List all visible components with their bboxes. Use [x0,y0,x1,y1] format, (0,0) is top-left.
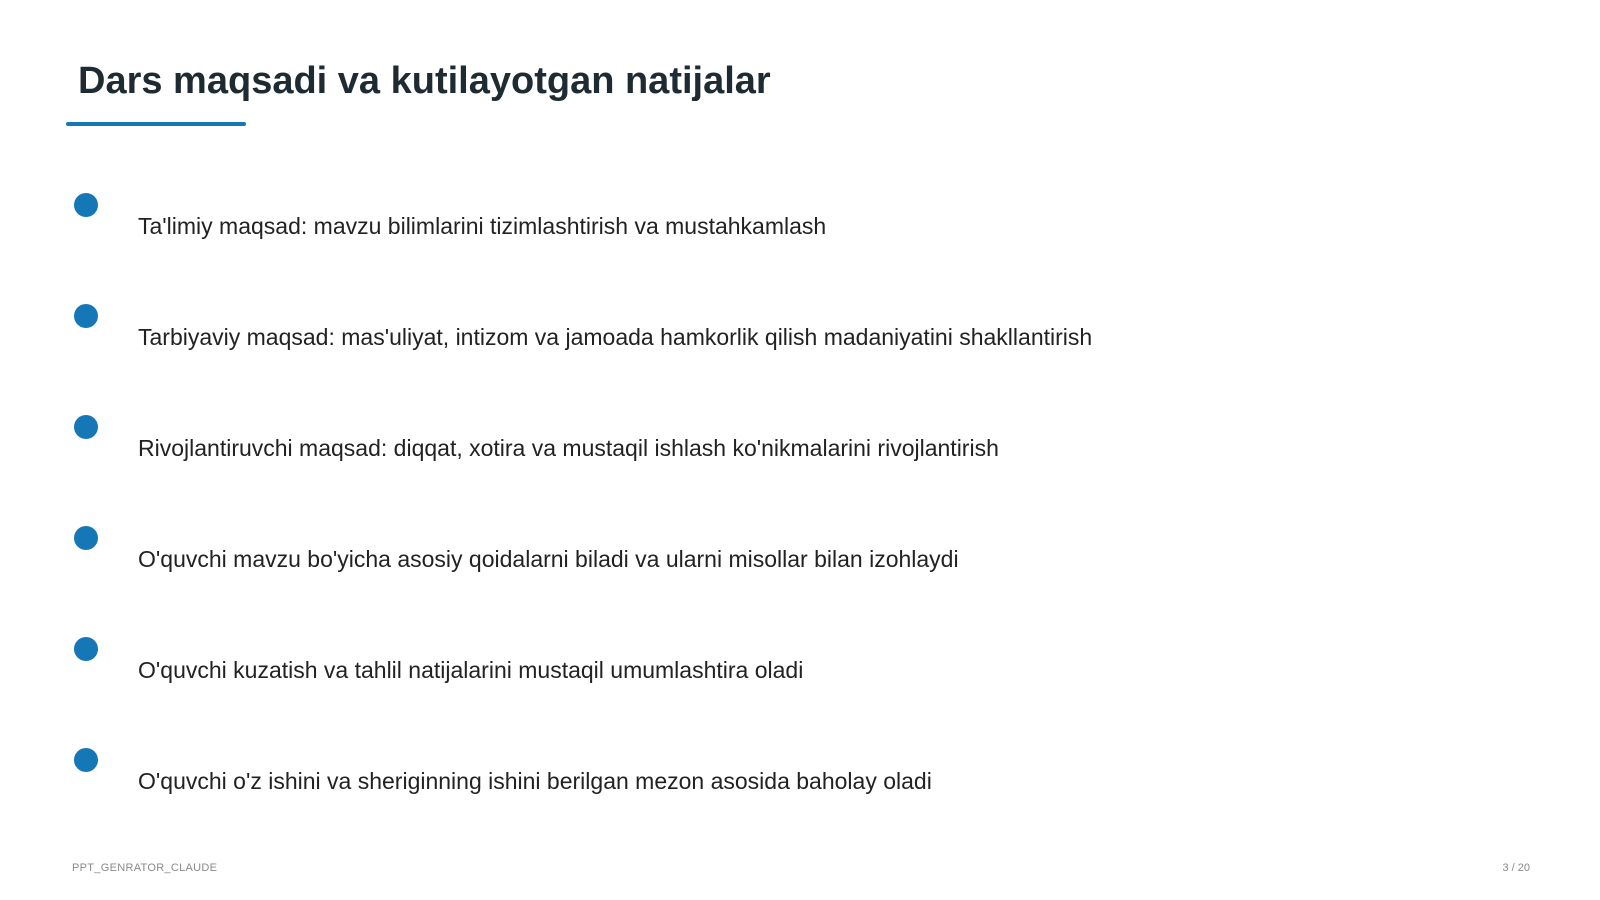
bullet-dot-icon [74,304,98,328]
page-indicator: 3 / 20 [1502,862,1530,874]
bullet-dot-icon [74,526,98,550]
bullet-text: O'quvchi mavzu bo'yicha asosiy qoidalarni biladi va ularni misollar bilan izohlaydi [138,546,959,572]
bullet-dot-icon [74,415,98,439]
bullet-text: O'quvchi kuzatish va tahlil natijalarini mustaqil umumlashtira oladi [138,657,804,683]
list-item [0,526,1500,586]
bullet-dot-icon [74,637,98,661]
bullet-text: Rivojlantiruvchi maqsad: diqqat, xotira va mustaqil ishlash ko'nikmalarini rivojlantirish [138,435,999,461]
bullet-dot-icon [74,748,98,772]
slide-title: Dars maqsadi va kutilayotgan natijalar [78,60,771,102]
bullet-text: O'quvchi o'z ishini va sheriginning ishini berilgan mezon asosida baholay oladi [138,768,932,794]
title-underline [66,122,246,126]
list-item [0,193,1500,253]
list-item [0,748,1500,808]
list-item [0,637,1500,697]
footer-label: PPT_GENRATOR_CLAUDE [72,862,218,874]
bullet-text: Ta'limiy maqsad: mavzu bilimlarini tizimlashtirish va mustahkamlash [138,213,827,239]
list-item [0,415,1500,475]
list-item [0,304,1500,364]
bullet-text: Tarbiyaviy maqsad: mas'uliyat, intizom va jamoada hamkorlik qilish madaniyatini shakllantirish [138,324,1093,350]
bullet-dot-icon [74,193,98,217]
